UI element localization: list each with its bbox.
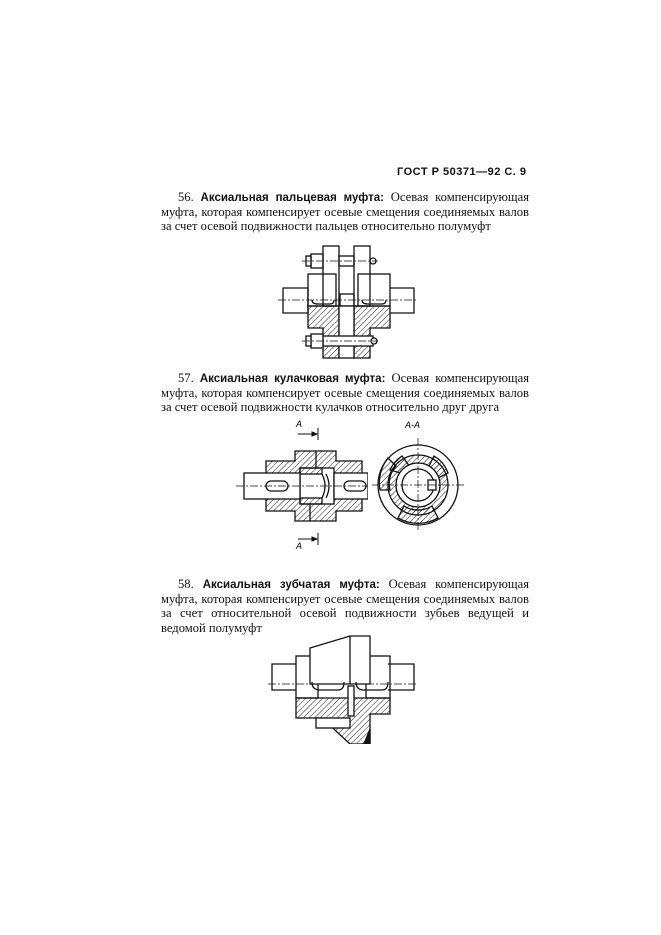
section-label: A-A [405, 420, 421, 430]
axial-pin-coupling-drawing [278, 238, 418, 363]
section-definition: Осевая компенсирующая муфта, которая компенсирует осевые смещения соединяемых валов за счет осевой подвижности кулачков относительно друг друга [161, 371, 530, 415]
section-number: 56. [178, 190, 194, 204]
section-a-a-drawing [372, 418, 464, 530]
cut-label-bottom: A [296, 541, 303, 551]
section-term: Аксиальная кулачковая муфта: [199, 373, 386, 385]
axial-jaw-coupling-drawing [236, 418, 368, 553]
section-number: 58. [178, 577, 194, 591]
section-term: Аксиальная зубчатая муфта: [202, 579, 380, 591]
section-term: Аксиальная пальцевая муфта: [200, 192, 384, 204]
section-definition: Осевая компенсирующая муфта, которая компенсирует осевые смещения соединяемых валов за счет относительной осевой подвижности зубьев ведущей и ведомой полумуфт [161, 577, 530, 635]
cut-label-top: A [296, 419, 303, 429]
page-header: ГОСТ Р 50371—92 С. 9 [397, 166, 527, 178]
section-56 [161, 190, 529, 234]
section-number: 57. [178, 371, 194, 385]
axial-gear-coupling-drawing [268, 634, 418, 744]
section-58 [161, 577, 529, 635]
section-57 [161, 371, 529, 415]
section-definition: Осевая компенсирующая муфта, которая компенсирует осевые смещения соединяемых валов за счет осевой подвижности пальцев относительно полумуфт [161, 190, 529, 234]
